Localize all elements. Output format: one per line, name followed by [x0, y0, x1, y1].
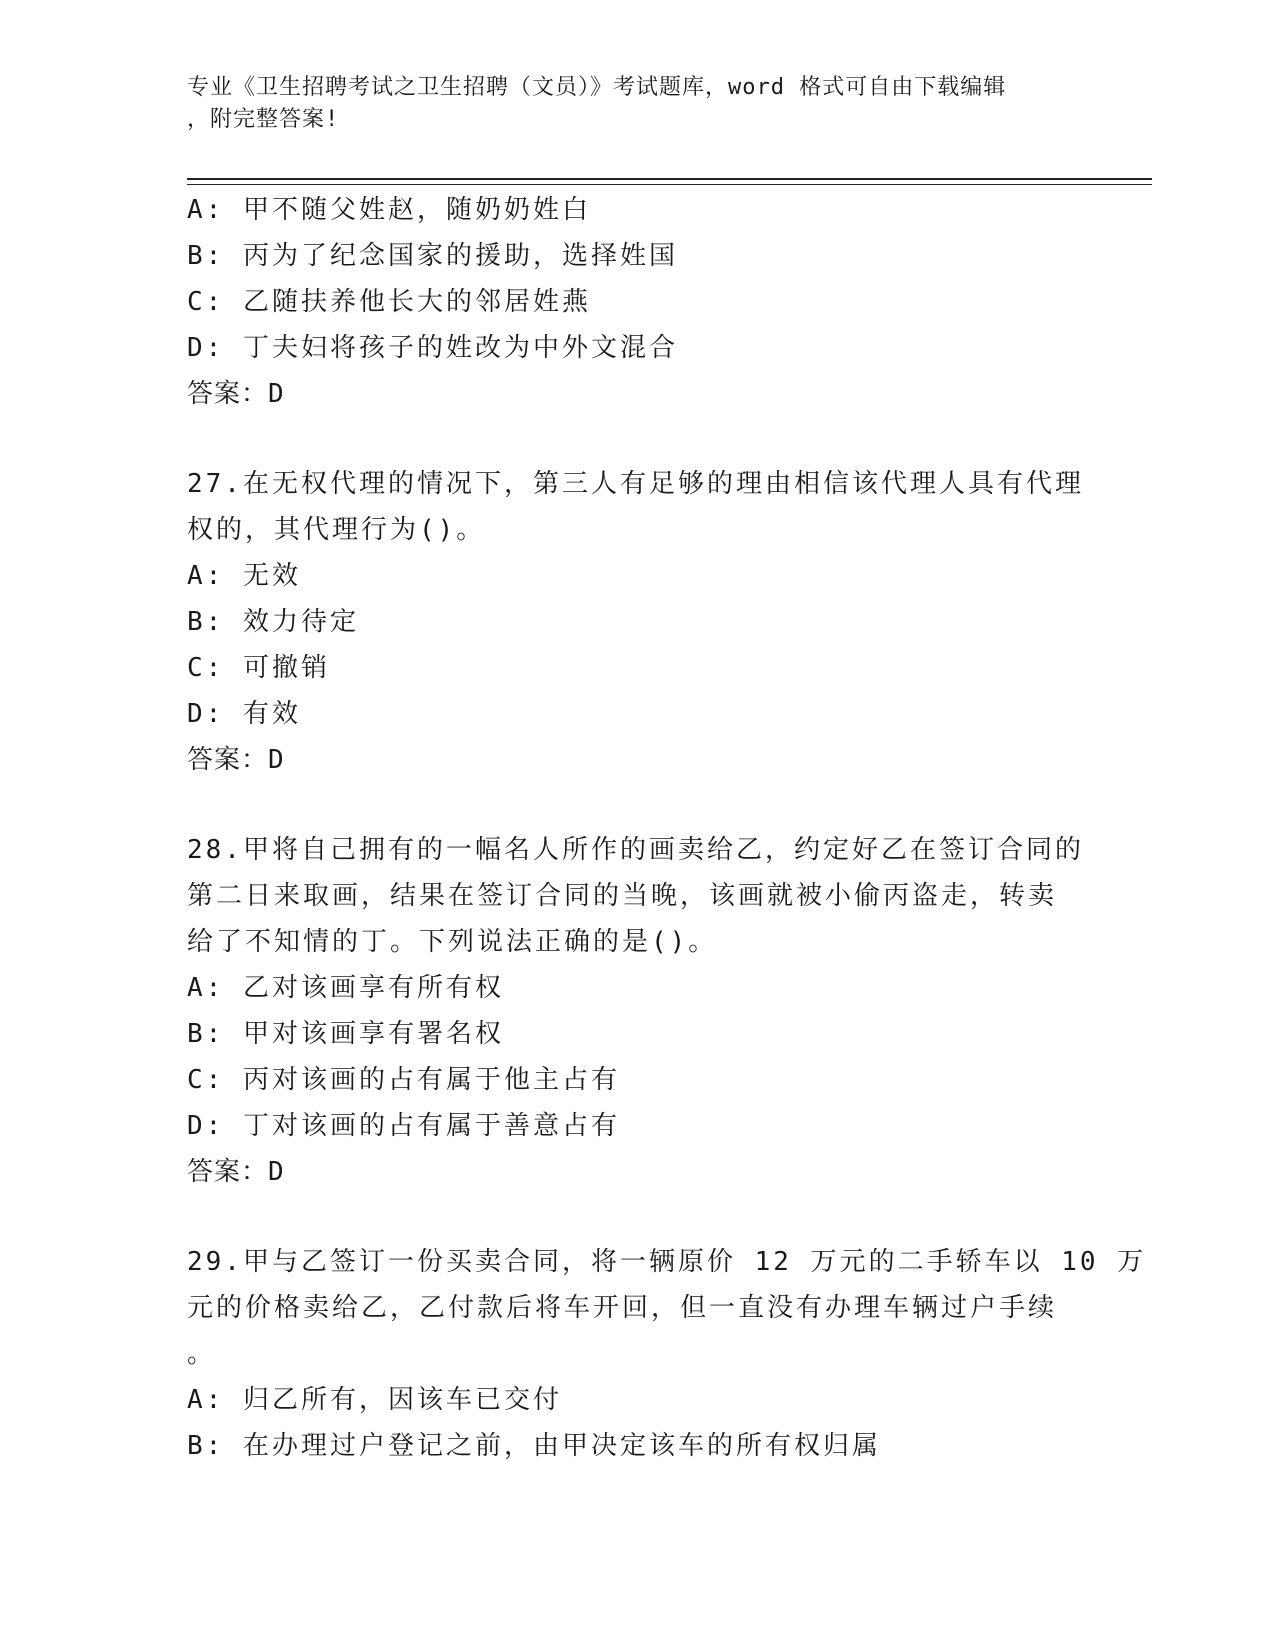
question-27-option-d: D: 有效 [187, 699, 301, 729]
question-27-option-c: C: 可撤销 [187, 653, 330, 683]
question-26-block [187, 187, 1087, 417]
question-27-answer: 答案：D [187, 745, 285, 775]
question-28-option-d: D: 丁对该画的占有属于善意占有 [187, 1111, 620, 1141]
question-28-option-b: B: 甲对该画享有署名权 [187, 1019, 504, 1049]
spacer [187, 1195, 1087, 1239]
question-26-option-c: C: 乙随扶养他长大的邻居姓燕 [187, 287, 591, 317]
header-line-2: ，附完整答案! [187, 107, 340, 132]
question-27-text-line-1: 27.在无权代理的情况下，第三人有足够的理由相信该代理人具有代理 [187, 469, 1084, 499]
question-28-text-line-2: 第二日来取画，结果在签订合同的当晚，该画就被小偷丙盗走，转卖 [187, 881, 1058, 911]
question-29-option-b: B: 在办理过户登记之前，由甲决定该车的所有权归属 [187, 1431, 881, 1461]
question-26-option-a: A: 甲不随父姓赵，随奶奶姓白 [187, 195, 591, 225]
question-27-option-b: B: 效力待定 [187, 607, 359, 637]
question-26-option-d: D: 丁夫妇将孩子的姓改为中外文混合 [187, 333, 678, 363]
question-26-option-b: B: 丙为了纪念国家的援助，选择姓国 [187, 241, 678, 271]
question-26-answer: 答案：D [187, 379, 285, 409]
spacer [187, 417, 1087, 461]
header-rule-thin [187, 184, 1152, 185]
question-28-answer: 答案：D [187, 1157, 285, 1187]
header-rule-thick [187, 178, 1152, 180]
question-content [187, 187, 1147, 1469]
question-29-text-line-3: 。 [187, 1339, 217, 1369]
question-29-text-line-1: 29.甲与乙签订一份买卖合同，将一辆原价 12 万元的二手轿车以 10 万 [187, 1247, 1147, 1277]
header-line-1: 专业《卫生招聘考试之卫生招聘（文员）》考试题库，word 格式可自由下载编辑 [187, 75, 1007, 100]
document-header [187, 72, 1067, 136]
question-29-option-a: A: 归乙所有，因该车已交付 [187, 1385, 562, 1415]
spacer [187, 783, 1087, 827]
question-29-block [187, 1239, 1147, 1469]
question-27-option-a: A: 无效 [187, 561, 301, 591]
question-28-text-line-1: 28.甲将自己拥有的一幅名人所作的画卖给乙，约定好乙在签订合同的 [187, 835, 1084, 865]
question-28-block [187, 827, 1087, 1195]
question-28-option-c: C: 丙对该画的占有属于他主占有 [187, 1065, 620, 1095]
question-27-text-line-2: 权的，其代理行为()。 [187, 515, 486, 545]
question-28-text-line-3: 给了不知情的丁。下列说法正确的是()。 [187, 927, 718, 957]
question-28-option-a: A: 乙对该画享有所有权 [187, 973, 504, 1003]
question-27-block [187, 461, 1087, 783]
question-29-text-line-2: 元的价格卖给乙，乙付款后将车开回，但一直没有办理车辆过户手续 [187, 1293, 1058, 1323]
